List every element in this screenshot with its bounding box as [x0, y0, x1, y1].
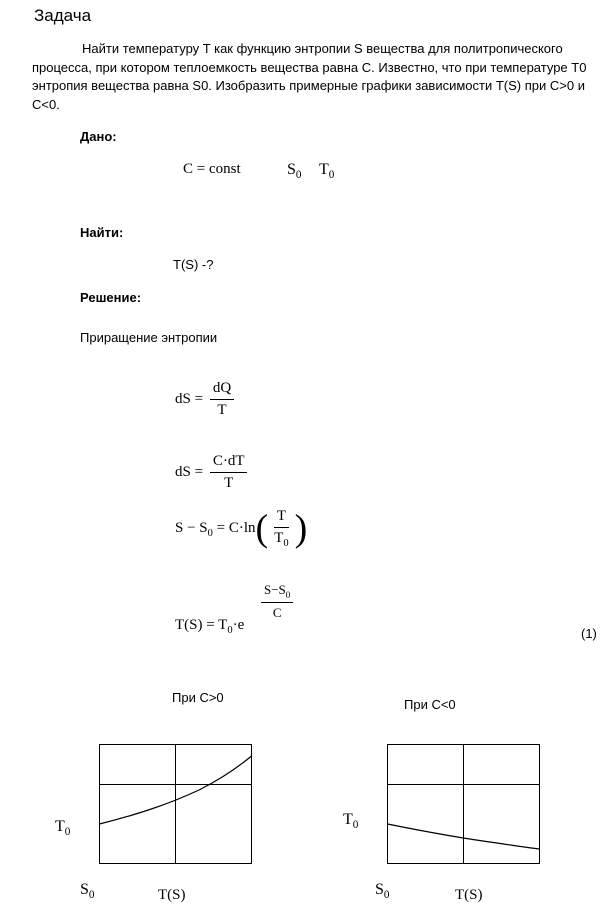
graph-2-y-label: $T_0$ [343, 811, 359, 831]
graph-1 [99, 744, 253, 865]
graph-1-x-origin: $S_0$ [80, 881, 95, 901]
graph-2-x-origin: $S_0$ [375, 881, 390, 901]
given-heading: Дано: [80, 129, 117, 144]
given-const: C = const [183, 161, 241, 177]
equation-number: (1) [581, 626, 597, 641]
graph-2-x-label: T(S) [455, 887, 483, 903]
equation-2: dS = $\frac{C\cdot dT}{T}$ [175, 453, 250, 492]
find-expression: T(S) -? [173, 257, 214, 272]
given-s0: $S_0$ [287, 161, 302, 181]
equation-1: dS = $\frac{dQ}{T}$ [175, 380, 237, 419]
problem-statement: Найти температуру T как функцию энтропии S вещества для политропического процесса, при котором теплоемкость вещества равна C. Известно, что при температуре T0 энтропия вещества равна S0. Изобразить примерные графики зависимости T(S) при C>0 и C<0. [32, 41, 587, 112]
equation-4-exponent: $\frac{S-S_0}{C}$ [258, 582, 296, 621]
solution-intro: Приращение энтропии [80, 330, 218, 345]
solution-heading: Решение: [80, 290, 142, 305]
page-title: Задача [34, 6, 92, 25]
graph-2 [387, 744, 541, 865]
find-heading: Найти: [80, 225, 124, 240]
graph-2-caption: При C<0 [404, 697, 456, 712]
equation-4: $T(S) = T_0\cdot e$ [175, 617, 245, 636]
graph-1-x-label: T(S) [158, 887, 186, 903]
given-t0: $T_0$ [319, 161, 335, 181]
equation-3: $S - S_0 = C\cdot\ln$( $\frac{T}{T_0}$ ) [175, 507, 308, 550]
graph-1-y-label: $T_0$ [55, 818, 71, 838]
graph-1-caption: При C>0 [172, 690, 224, 705]
